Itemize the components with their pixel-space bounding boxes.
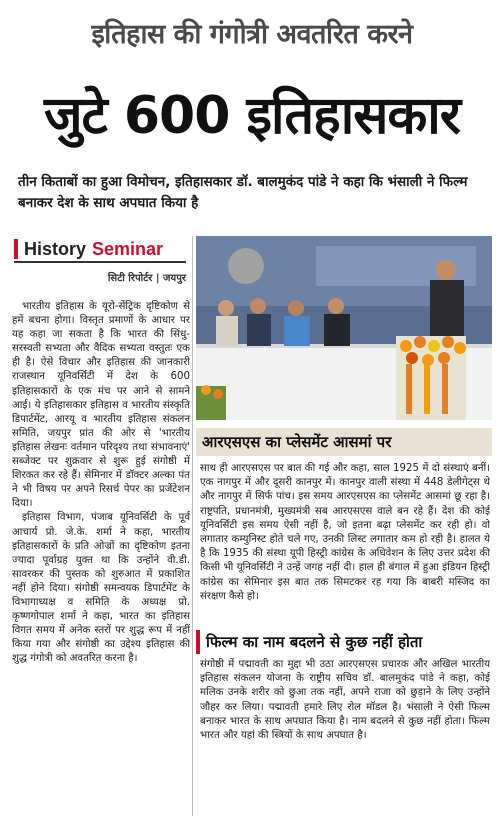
- left-column-body: [12, 300, 190, 820]
- tag-main: History: [24, 238, 87, 259]
- kicker-headline: इतिहास की गंगोत्री अवतरित करने: [91, 19, 413, 50]
- section-heading-film: फिल्म का नाम बदलने से कुछ नहीं होता: [196, 630, 492, 654]
- main-headline: जुटे 600 इतिहासकार: [43, 86, 461, 146]
- column-divider: [192, 236, 193, 816]
- seminar-photo: [196, 236, 492, 420]
- subheadline: तीन किताबों का हुआ विमोचन, इतिहासकार डॉ. बालमुकंद पांडे ने कहा कि भंसाली ने फिल्म बनाकर देश के साथ अपघात किया है: [18, 174, 468, 211]
- tag-accent-bar: [14, 239, 18, 259]
- section-body-rss: साथ ही आरएसएस पर बात की गई और कहा, साल 1925 में दो संस्थाएं बनीं। एक नागपुर में और दूसरी कानपुर में। कानपुर वाली संस्था में 448 डेलीगेट्स थे और नागपुर में सिर्फ पांच। इस समय आरएसएस का प्लेसमेंट आसमां छू रहा है। राष्ट्रपति, प्रधानमंत्री, मुख्यमंत्री सब आरएसएस वाले बन रहे हैं। देश की कोई यूनिवर्सिटी इस समय ऐसी नहीं है, जो इतना बढ़ा प्लेसमेंट कर रही हो। वो लगातार कम्युनिस्ट होते चले गए, उनकी लिस्ट लगातार कम हो रही है। हालत ये है कि 1935 की संस्था यूपी हिस्ट्री कांग्रेस के अधिवेशन के लिए उत्तर प्रदेश की किसी भी यूनिवर्सिटी ने उन्हें जगह नहीं दी। हाल ही बंगाल में हुआ इंडियन हिस्ट्री कांग्रेस का सेमिनार इस बात तक सिमटकर रह गया कि बाबरी मस्जिद का संरक्षण कैसे हो।: [200, 463, 490, 602]
- tag-underline: [14, 261, 186, 263]
- section-body-film: संगोष्ठी में पद्मावती का मुद्दा भी उठा आरएसएस प्रचारक और अखिल भारतीय इतिहास संकलन योजना के राष्ट्रीय सचिव डॉ. बालमुकंद पांडे ने कहा, कोई मलिक उनके शरीर को छुआ तक नहीं, अपने राजा को छुड़ाने के लिए उन्होंने जौहर कर लिया। पद्मावती हमारे लिए रोल मॉडल है। भंसाली ने ऐसी फिल्म बनाकर भारत के साथ अपघात किया है। नाम बदलने से कुछ नहीं होता। फिल्म भारत और यहां की स्त्रियों के साथ अपघात है।: [200, 659, 490, 742]
- section-tag: [14, 238, 184, 260]
- byline: सिटी रिपोर्टर | जयपुर: [107, 273, 186, 284]
- left-paragraph: इतिहास विभाग, पंजाब यूनिवर्सिटी के पूर्व आचार्य प्रो. जे.के. शर्मा ने कहा, भारतीय इतिहासकारों के प्रति ओज्रों का दृष्टिकोण इतना ज्यादा पूर्वाग्रह युक्त था कि उन्होंने वी.डी. सावरकर की पुस्तक को शुरुआत में प्रकाशित नहीं होने दिया। संगोष्ठी समन्वयक डिपार्टमेंट के विभागाध्यक्ष व समिति के अध्यक्ष प्रो. कृष्णगोपाल शर्मा ने कहा, भारत का इतिहास विगत समय में अनेक स्तरों पर शुद्ध रूप में नहीं किया गया और संगोष्ठी का उद्देश्य इतिहास की शुद्ध गंगोत्री को अवतरित करना है।: [12, 512, 190, 665]
- section-heading-rss: आरएसएस का प्लेसमेंट आसमां पर: [196, 428, 492, 456]
- tag-sub: Seminar: [92, 238, 164, 259]
- seminar-stage-illustration: [196, 236, 492, 420]
- left-paragraph: भारतीय इतिहास के यूरो-सेंट्रिक दृष्टिकोण से हमें बचना होगा। विस्तृत प्रमाणों के आधार पर यह कहा जा सकता है कि भारत की सिंधु-सरस्वती सभ्यता और वैदिक सभ्यता वस्तुतः एक ही है। ऐसे विचार और इतिहास की जानकारी राजस्थान यूनिवर्सिटी में देश के 600 इतिहासकारों के एक मंच पर आने से सामने आई। ये इतिहासकार इतिहास व भारतीय संस्कृति डिपार्टमेंट, आरयू व भारतीय इतिहास संकलन समिति, जयपुर प्रांत की ओर से 'भारतीय इतिहास लेखनः वर्तमान परिदृश्य तथा संभावनाएं' सब्जेक्ट पर शुक्रवार से शुरू हुई संगोष्ठी में शिरकत कर रहे हैं। सेमिनार में डॉक्टर अल्का पंत ने भी विषय पर अपने रिसर्च पेपर का प्रजेंटेशन दिया।: [12, 301, 190, 510]
